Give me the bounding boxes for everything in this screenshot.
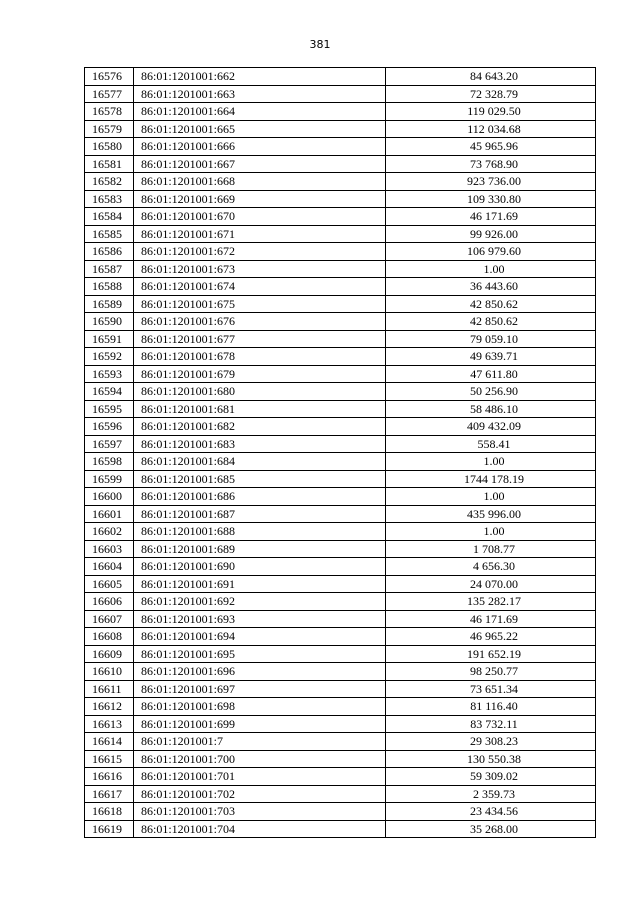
row-number-cell: 16614	[85, 733, 134, 751]
value-cell: 23 434.56	[386, 803, 596, 821]
table-row	[85, 628, 596, 646]
table-row	[85, 505, 596, 523]
value-cell: 1.00	[386, 453, 596, 471]
value-cell: 2 359.73	[386, 785, 596, 803]
cadastral-number-cell: 86:01:1201001:662	[134, 68, 386, 86]
row-number-cell: 16604	[85, 558, 134, 576]
cadastral-number-cell: 86:01:1201001:689	[134, 540, 386, 558]
value-cell: 1.00	[386, 523, 596, 541]
value-cell: 119 029.50	[386, 103, 596, 121]
value-cell: 42 850.62	[386, 313, 596, 331]
table-row	[85, 243, 596, 261]
row-number-cell: 16586	[85, 243, 134, 261]
cadastral-number-cell: 86:01:1201001:679	[134, 365, 386, 383]
row-number-cell: 16605	[85, 575, 134, 593]
row-number-cell: 16578	[85, 103, 134, 121]
row-number-cell: 16577	[85, 85, 134, 103]
row-number-cell: 16591	[85, 330, 134, 348]
cadastral-number-cell: 86:01:1201001:703	[134, 803, 386, 821]
cadastral-number-cell: 86:01:1201001:668	[134, 173, 386, 191]
cadastral-number-cell: 86:01:1201001:676	[134, 313, 386, 331]
cadastral-number-cell: 86:01:1201001:691	[134, 575, 386, 593]
table-row	[85, 610, 596, 628]
table-row	[85, 470, 596, 488]
table-row	[85, 680, 596, 698]
table-row	[85, 330, 596, 348]
row-number-cell: 16613	[85, 715, 134, 733]
table-row	[85, 155, 596, 173]
table-row	[85, 348, 596, 366]
cadastral-number-cell: 86:01:1201001:702	[134, 785, 386, 803]
value-cell: 112 034.68	[386, 120, 596, 138]
cadastral-number-cell: 86:01:1201001:664	[134, 103, 386, 121]
value-cell: 73 768.90	[386, 155, 596, 173]
row-number-cell: 16581	[85, 155, 134, 173]
row-number-cell: 16589	[85, 295, 134, 313]
cadastral-number-cell: 86:01:1201001:666	[134, 138, 386, 156]
value-cell: 99 926.00	[386, 225, 596, 243]
cadastral-number-cell: 86:01:1201001:695	[134, 645, 386, 663]
row-number-cell: 16582	[85, 173, 134, 191]
table-row	[85, 295, 596, 313]
table-row	[85, 750, 596, 768]
row-number-cell: 16600	[85, 488, 134, 506]
table-row	[85, 820, 596, 838]
cadastral-number-cell: 86:01:1201001:673	[134, 260, 386, 278]
value-cell: 1 708.77	[386, 540, 596, 558]
table-row	[85, 768, 596, 786]
value-cell: 1744 178.19	[386, 470, 596, 488]
cadastral-number-cell: 86:01:1201001:704	[134, 820, 386, 838]
table-row	[85, 260, 596, 278]
row-number-cell: 16593	[85, 365, 134, 383]
cadastral-number-cell: 86:01:1201001:700	[134, 750, 386, 768]
cadastral-number-cell: 86:01:1201001:692	[134, 593, 386, 611]
table-row	[85, 365, 596, 383]
table-row	[85, 138, 596, 156]
cadastral-number-cell: 86:01:1201001:680	[134, 383, 386, 401]
table-row	[85, 435, 596, 453]
value-cell: 130 550.38	[386, 750, 596, 768]
table-row	[85, 645, 596, 663]
table-row	[85, 68, 596, 86]
value-cell: 83 732.11	[386, 715, 596, 733]
row-number-cell: 16607	[85, 610, 134, 628]
row-number-cell: 16594	[85, 383, 134, 401]
row-number-cell: 16596	[85, 418, 134, 436]
table-row	[85, 278, 596, 296]
value-cell: 98 250.77	[386, 663, 596, 681]
table-row	[85, 698, 596, 716]
row-number-cell: 16616	[85, 768, 134, 786]
value-cell: 45 965.96	[386, 138, 596, 156]
value-cell: 106 979.60	[386, 243, 596, 261]
cadastral-number-cell: 86:01:1201001:7	[134, 733, 386, 751]
table-row	[85, 540, 596, 558]
row-number-cell: 16617	[85, 785, 134, 803]
value-cell: 923 736.00	[386, 173, 596, 191]
row-number-cell: 16576	[85, 68, 134, 86]
value-cell: 72 328.79	[386, 85, 596, 103]
table-row	[85, 120, 596, 138]
value-cell: 1.00	[386, 488, 596, 506]
value-cell: 109 330.80	[386, 190, 596, 208]
cadastral-number-cell: 86:01:1201001:690	[134, 558, 386, 576]
row-number-cell: 16584	[85, 208, 134, 226]
cadastral-number-cell: 86:01:1201001:670	[134, 208, 386, 226]
table-row	[85, 663, 596, 681]
value-cell: 84 643.20	[386, 68, 596, 86]
row-number-cell: 16612	[85, 698, 134, 716]
cadastral-number-cell: 86:01:1201001:699	[134, 715, 386, 733]
cadastral-number-cell: 86:01:1201001:675	[134, 295, 386, 313]
value-cell: 46 171.69	[386, 208, 596, 226]
row-number-cell: 16601	[85, 505, 134, 523]
value-cell: 42 850.62	[386, 295, 596, 313]
row-number-cell: 16588	[85, 278, 134, 296]
table-row	[85, 733, 596, 751]
cadastral-number-cell: 86:01:1201001:687	[134, 505, 386, 523]
value-cell: 1.00	[386, 260, 596, 278]
row-number-cell: 16618	[85, 803, 134, 821]
cadastral-number-cell: 86:01:1201001:694	[134, 628, 386, 646]
value-cell: 79 059.10	[386, 330, 596, 348]
cadastral-number-cell: 86:01:1201001:669	[134, 190, 386, 208]
page-number: 381	[309, 38, 331, 51]
row-number-cell: 16602	[85, 523, 134, 541]
cadastral-number-cell: 86:01:1201001:663	[134, 85, 386, 103]
cadastral-number-cell: 86:01:1201001:696	[134, 663, 386, 681]
table-row	[85, 383, 596, 401]
value-cell: 49 639.71	[386, 348, 596, 366]
row-number-cell: 16606	[85, 593, 134, 611]
cadastral-number-cell: 86:01:1201001:672	[134, 243, 386, 261]
table-row	[85, 453, 596, 471]
table-row	[85, 103, 596, 121]
table-row	[85, 225, 596, 243]
row-number-cell: 16598	[85, 453, 134, 471]
row-number-cell: 16590	[85, 313, 134, 331]
cadastral-number-cell: 86:01:1201001:677	[134, 330, 386, 348]
table-row	[85, 85, 596, 103]
value-cell: 73 651.34	[386, 680, 596, 698]
row-number-cell: 16599	[85, 470, 134, 488]
value-cell: 435 996.00	[386, 505, 596, 523]
table-row	[85, 593, 596, 611]
cadastral-number-cell: 86:01:1201001:685	[134, 470, 386, 488]
value-cell: 46 965.22	[386, 628, 596, 646]
value-cell: 50 256.90	[386, 383, 596, 401]
value-cell: 46 171.69	[386, 610, 596, 628]
cadastral-number-cell: 86:01:1201001:686	[134, 488, 386, 506]
row-number-cell: 16579	[85, 120, 134, 138]
cadastral-number-cell: 86:01:1201001:665	[134, 120, 386, 138]
table-row	[85, 558, 596, 576]
value-cell: 35 268.00	[386, 820, 596, 838]
row-number-cell: 16595	[85, 400, 134, 418]
row-number-cell: 16585	[85, 225, 134, 243]
row-number-cell: 16580	[85, 138, 134, 156]
cadastral-number-cell: 86:01:1201001:683	[134, 435, 386, 453]
value-cell: 59 309.02	[386, 768, 596, 786]
value-cell: 36 443.60	[386, 278, 596, 296]
table-row	[85, 715, 596, 733]
row-number-cell: 16615	[85, 750, 134, 768]
cadastral-number-cell: 86:01:1201001:693	[134, 610, 386, 628]
value-cell: 58 486.10	[386, 400, 596, 418]
cadastral-number-cell: 86:01:1201001:688	[134, 523, 386, 541]
cadastral-number-cell: 86:01:1201001:684	[134, 453, 386, 471]
table-row	[85, 400, 596, 418]
cadastral-number-cell: 86:01:1201001:681	[134, 400, 386, 418]
table-row	[85, 208, 596, 226]
row-number-cell: 16608	[85, 628, 134, 646]
table-row	[85, 488, 596, 506]
value-cell: 47 611.80	[386, 365, 596, 383]
value-cell: 191 652.19	[386, 645, 596, 663]
cadastral-number-cell: 86:01:1201001:674	[134, 278, 386, 296]
row-number-cell: 16583	[85, 190, 134, 208]
cadastral-number-cell: 86:01:1201001:667	[134, 155, 386, 173]
cadastral-number-cell: 86:01:1201001:697	[134, 680, 386, 698]
cadastral-number-cell: 86:01:1201001:682	[134, 418, 386, 436]
row-number-cell: 16611	[85, 680, 134, 698]
cadastral-number-cell: 86:01:1201001:698	[134, 698, 386, 716]
registry-table-body	[85, 68, 596, 838]
table-row	[85, 173, 596, 191]
table-row	[85, 803, 596, 821]
row-number-cell: 16609	[85, 645, 134, 663]
cadastral-number-cell: 86:01:1201001:671	[134, 225, 386, 243]
table-row	[85, 313, 596, 331]
value-cell: 135 282.17	[386, 593, 596, 611]
value-cell: 29 308.23	[386, 733, 596, 751]
value-cell: 24 070.00	[386, 575, 596, 593]
value-cell: 558.41	[386, 435, 596, 453]
value-cell: 409 432.09	[386, 418, 596, 436]
row-number-cell: 16597	[85, 435, 134, 453]
value-cell: 81 116.40	[386, 698, 596, 716]
table-row	[85, 190, 596, 208]
row-number-cell: 16592	[85, 348, 134, 366]
table-row	[85, 575, 596, 593]
cadastral-number-cell: 86:01:1201001:678	[134, 348, 386, 366]
table-row	[85, 785, 596, 803]
registry-table	[84, 67, 596, 838]
cadastral-number-cell: 86:01:1201001:701	[134, 768, 386, 786]
row-number-cell: 16603	[85, 540, 134, 558]
row-number-cell: 16587	[85, 260, 134, 278]
table-row	[85, 418, 596, 436]
row-number-cell: 16610	[85, 663, 134, 681]
row-number-cell: 16619	[85, 820, 134, 838]
table-row	[85, 523, 596, 541]
value-cell: 4 656.30	[386, 558, 596, 576]
